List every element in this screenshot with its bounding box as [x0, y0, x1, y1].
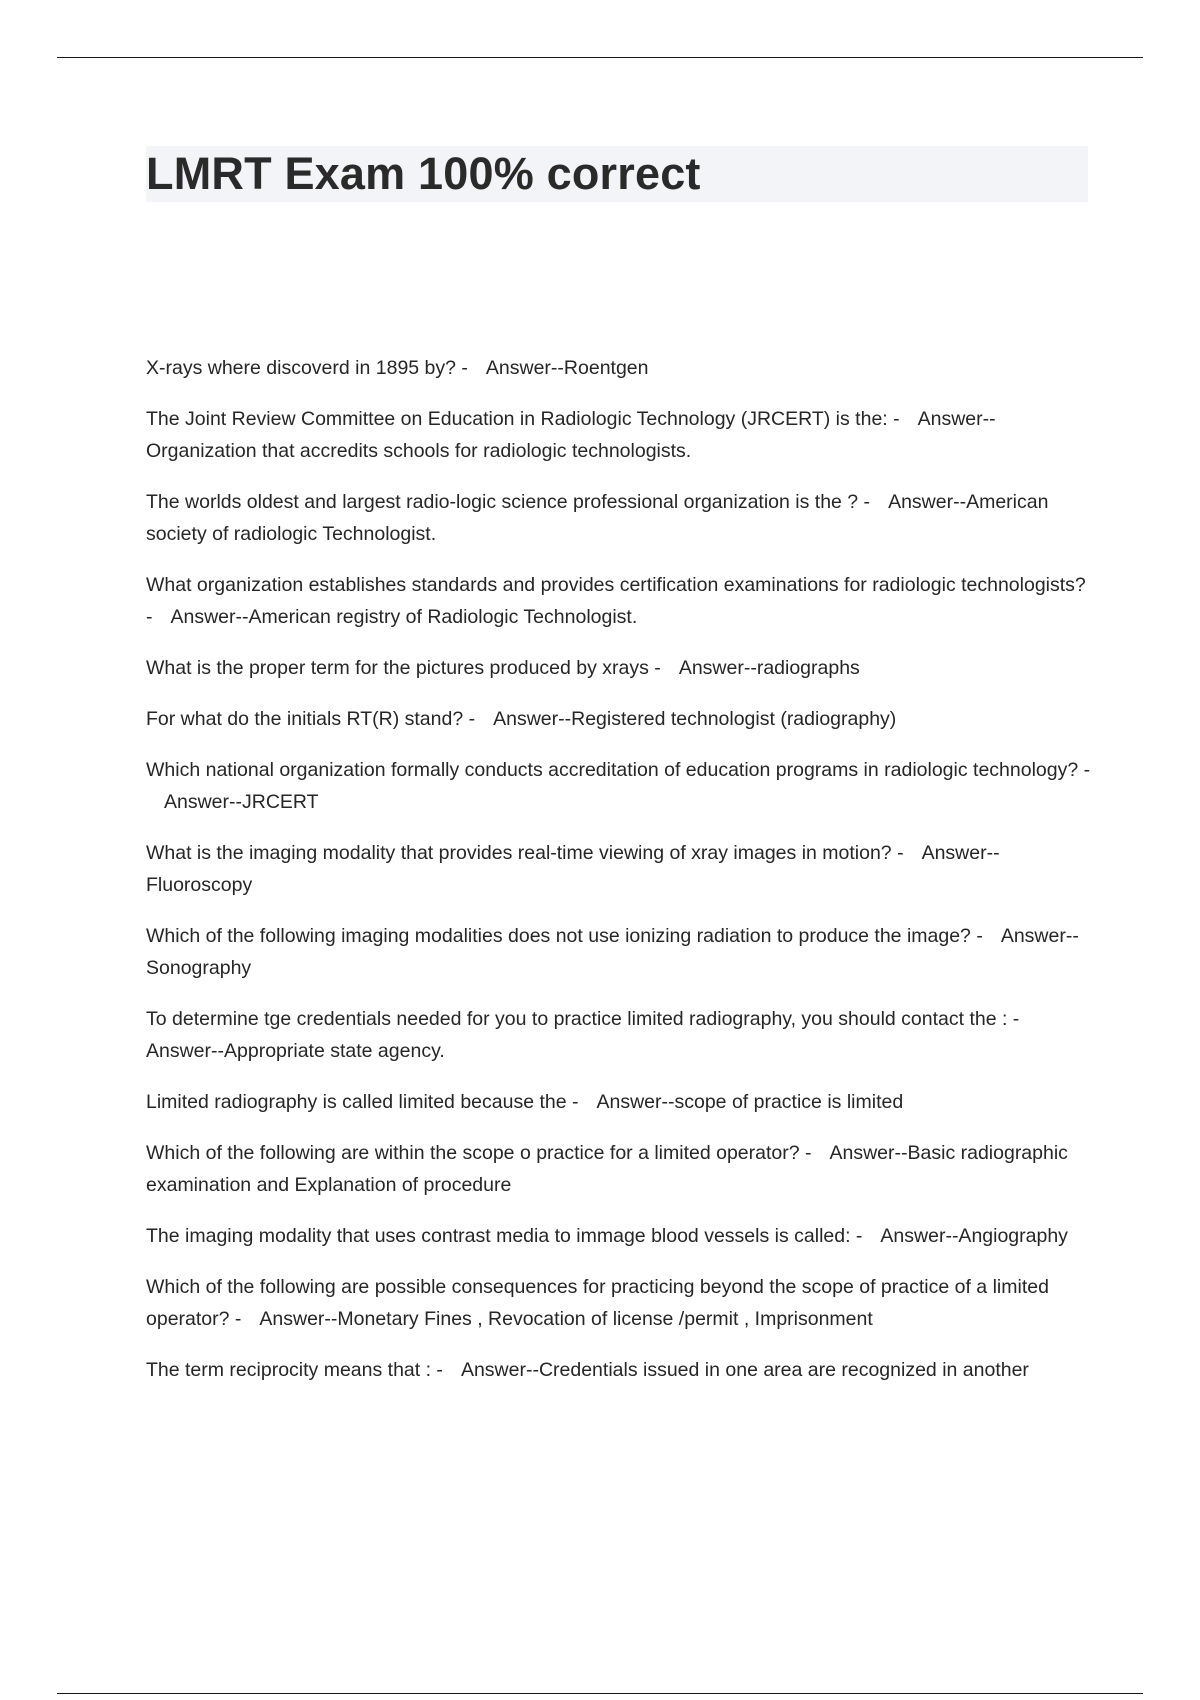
qa-item-6 [146, 703, 1091, 735]
qa-item-10 [146, 1003, 1091, 1067]
qa-item-1 [146, 352, 1091, 384]
answer: Answer--Basic radiographic examination and Explanation of procedure [146, 1142, 1068, 1196]
question: What is the imaging modality that provides real-time viewing of xray images in motion? - [146, 842, 904, 864]
qa-item-14 [146, 1271, 1091, 1335]
answer: Answer--Organization that accredits schools for radiologic technologists. [146, 408, 996, 462]
qa-item-9 [146, 920, 1091, 984]
qa-item-4 [146, 569, 1091, 633]
qa-item-12 [146, 1137, 1091, 1201]
question: To determine tge credentials needed for you to practice limited radiography, you should contact the : - [146, 1008, 1020, 1030]
answer: Answer--radiographs [678, 657, 860, 679]
question: The imaging modality that uses contrast media to immage blood vessels is called: - [146, 1225, 863, 1247]
qa-item-13 [146, 1220, 1091, 1252]
question: Which of the following imaging modalities does not use ionizing radiation to produce the image? - [146, 925, 983, 947]
question: Which national organization formally conducts accreditation of education programs in radiologic technology? - [146, 759, 1091, 781]
answer: Answer--Registered technologist (radiography) [493, 708, 897, 730]
qa-item-8 [146, 837, 1091, 901]
answer: Answer--Appropriate state agency. [146, 1040, 445, 1062]
qa-item-5 [146, 652, 1091, 684]
qa-item-7 [146, 754, 1091, 818]
question: Which of the following are within the scope o practice for a limited operator? - [146, 1142, 812, 1164]
question: Which of the following are possible consequences for practicing beyond the scope of practice of a limited operator? - [146, 1276, 1049, 1330]
answer: Answer--Angiography [880, 1225, 1068, 1247]
question: For what do the initials RT(R) stand? - [146, 708, 476, 730]
answer: Answer--scope of practice is limited [596, 1091, 904, 1113]
question: The Joint Review Committee on Education in Radiologic Technology (JRCERT) is the: - [146, 408, 900, 430]
answer: Answer--Roentgen [485, 357, 649, 379]
answer: Answer--Credentials issued in one area are recognized in another [460, 1359, 1029, 1381]
qa-item-3 [146, 486, 1091, 550]
qa-item-2 [146, 403, 1091, 467]
qa-item-11 [146, 1086, 1091, 1118]
answer: Answer--Fluoroscopy [146, 842, 1000, 896]
question: What organization establishes standards and provides certification examinations for radiologic technologists? - [146, 574, 1086, 628]
top-rule [57, 57, 1143, 58]
bottom-rule [57, 1693, 1143, 1694]
qa-item-15 [146, 1354, 1091, 1386]
page-title: LMRT Exam 100% correct [146, 148, 701, 199]
question: The term reciprocity means that : - [146, 1359, 443, 1381]
answer: Answer--Monetary Fines , Revocation of license /permit , Imprisonment [259, 1308, 873, 1330]
question: Limited radiography is called limited because the - [146, 1091, 579, 1113]
answer: Answer--Sonography [146, 925, 1079, 979]
question: X-rays where discoverd in 1895 by? - [146, 357, 468, 379]
answer: Answer--JRCERT [164, 791, 319, 813]
qa-list [146, 352, 1091, 1405]
answer: Answer--American registry of Radiologic Technologist. [170, 606, 638, 628]
question: The worlds oldest and largest radio-logic science professional organization is the ? - [146, 491, 871, 513]
question: What is the proper term for the pictures produced by xrays - [146, 657, 661, 679]
answer: Answer--American society of radiologic Technologist. [146, 491, 1049, 545]
